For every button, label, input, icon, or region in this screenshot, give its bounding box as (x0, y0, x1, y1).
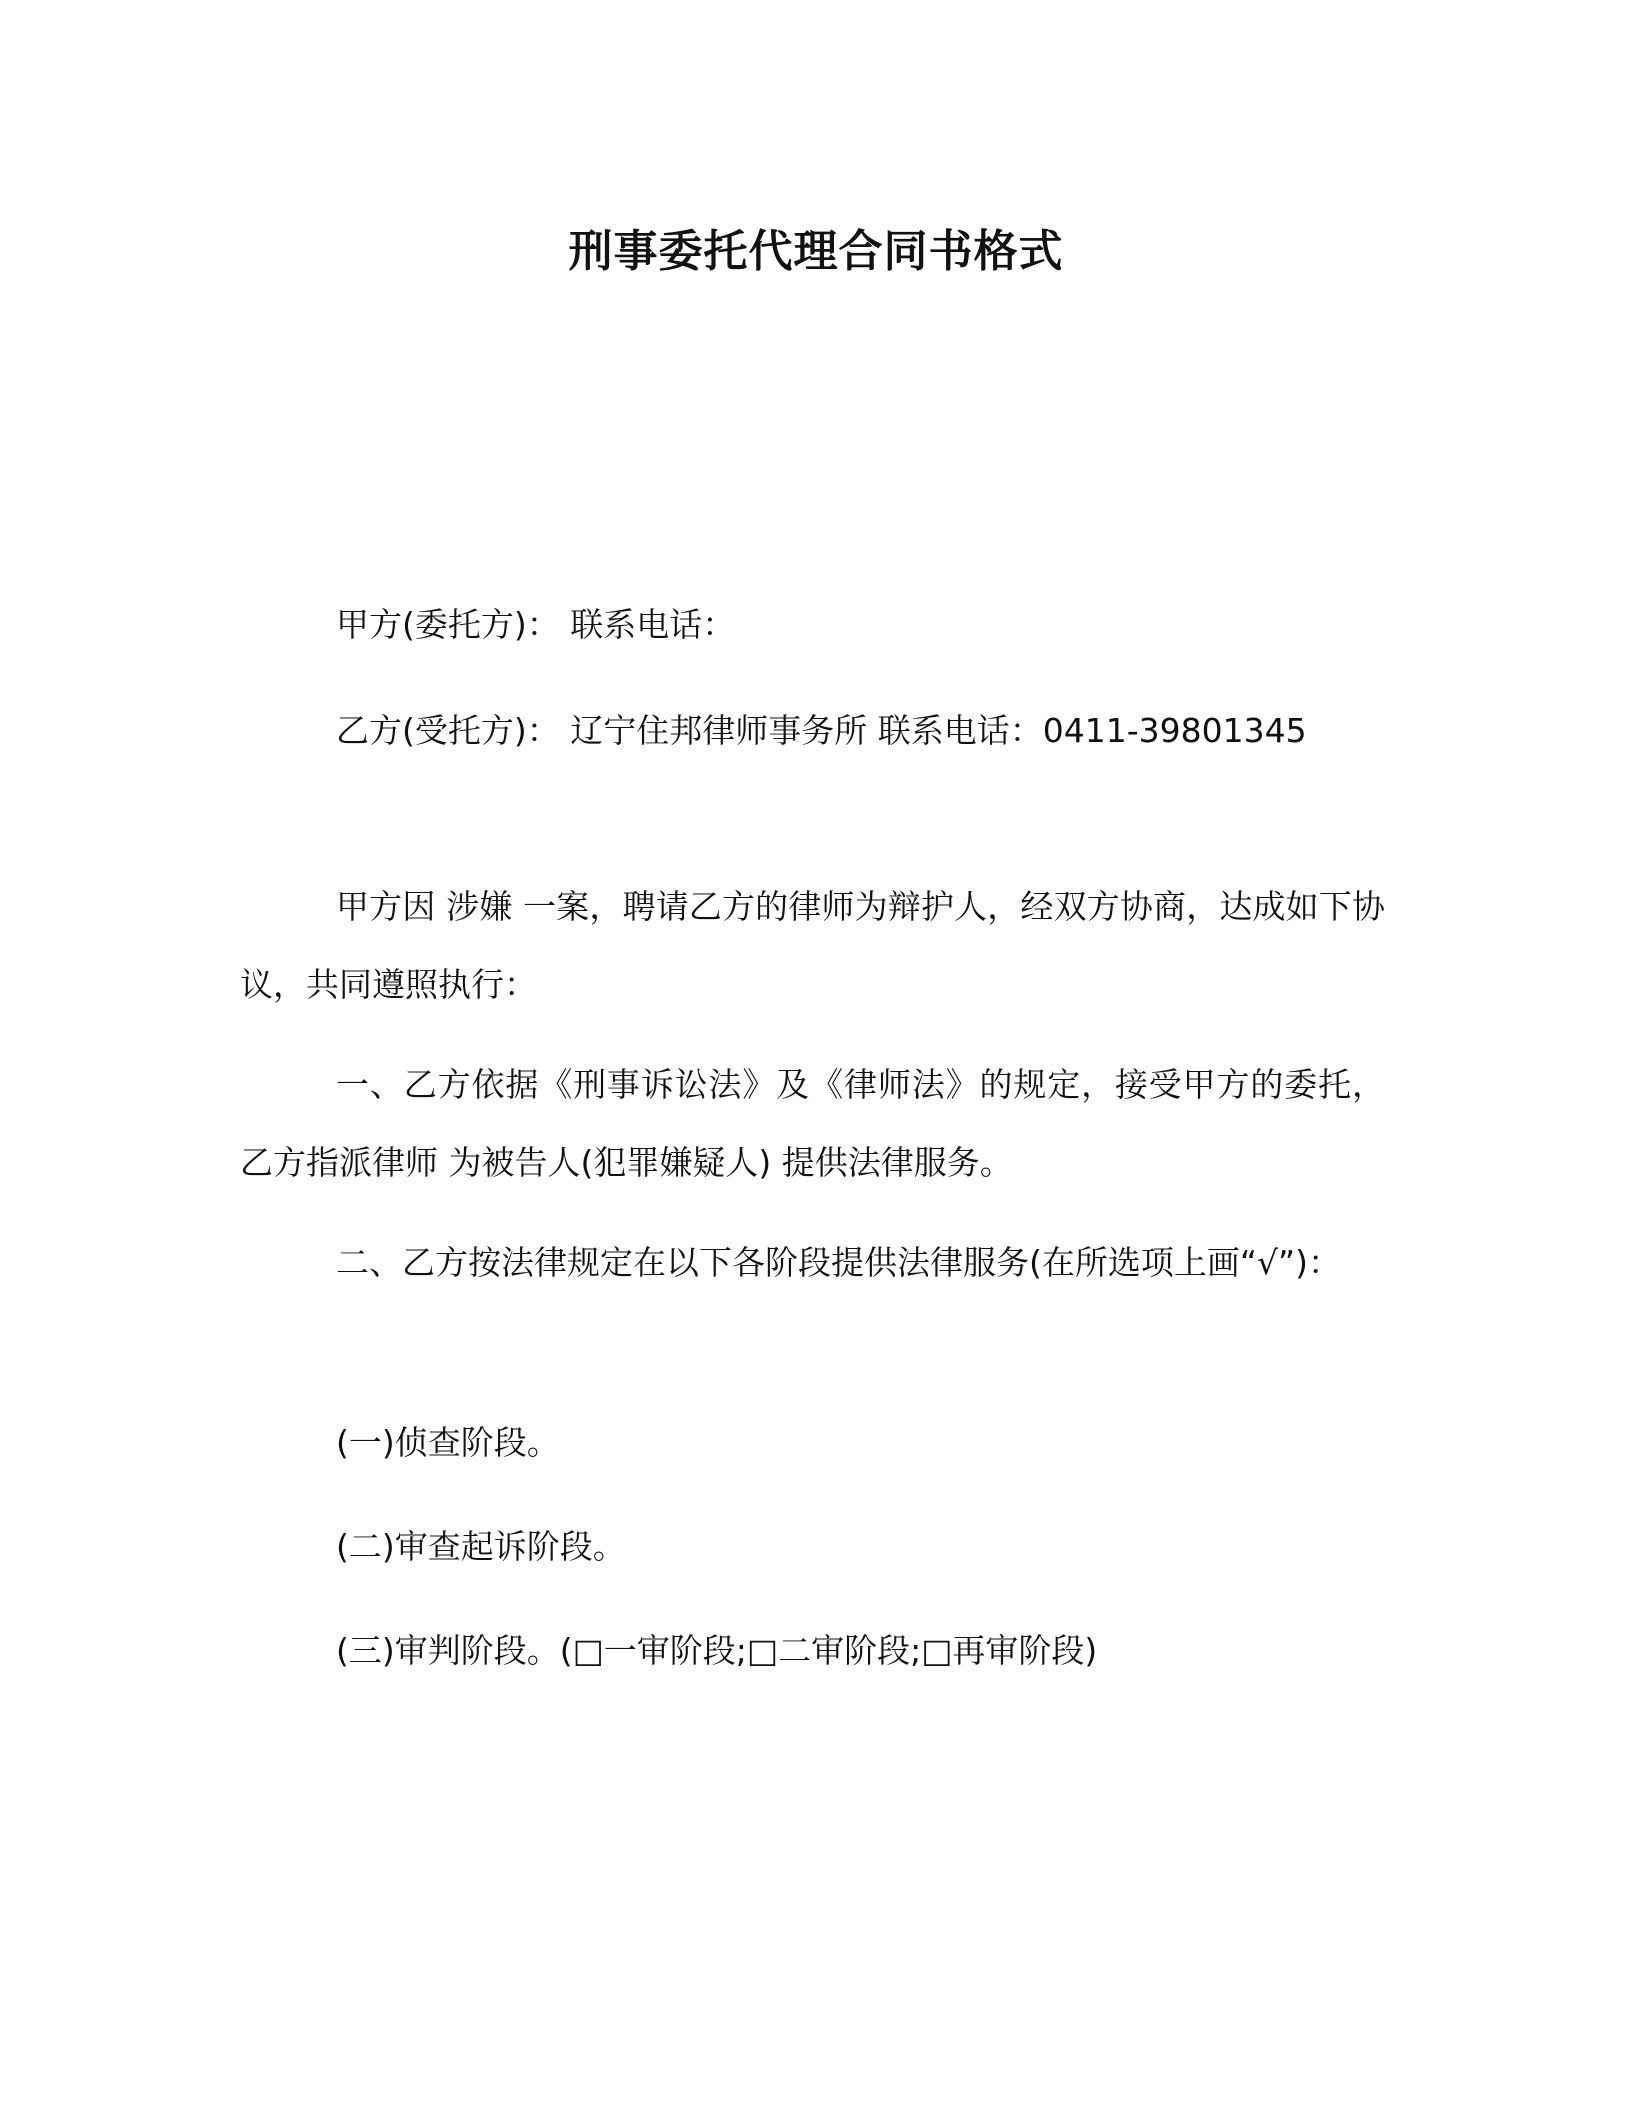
party-b-line: 乙方(受托方)： 辽宁住邦律师事务所 联系电话：0411-39801345 (336, 711, 1307, 750)
stage-trial: (三)审判阶段。(□一审阶段;□二审阶段;□再审阶段) (336, 1631, 1098, 1670)
document-title: 刑事委托代理合同书格式 (568, 226, 1064, 277)
agreement-intro: 甲方因 涉嫌 一案，聘请乙方的律师为辩护人，经双方协商，达成如下协议，共同遵照执行： (240, 887, 1385, 1004)
stage-prosecution-review: (二)审查起诉阶段。 (336, 1527, 626, 1566)
clause-two: 二、乙方按法律规定在以下各阶段提供法律服务(在所选项上画“√”)： (336, 1243, 1341, 1282)
clause-one: 一、乙方依据《刑事诉讼法》及《律师法》的规定，接受甲方的委托，乙方指派律师 为被告人(犯罪嫌疑人) 提供法律服务。 (240, 1065, 1385, 1182)
party-a-line: 甲方(委托方)： 联系电话： (336, 605, 736, 644)
stage-investigation: (一)侦查阶段。 (336, 1423, 560, 1462)
